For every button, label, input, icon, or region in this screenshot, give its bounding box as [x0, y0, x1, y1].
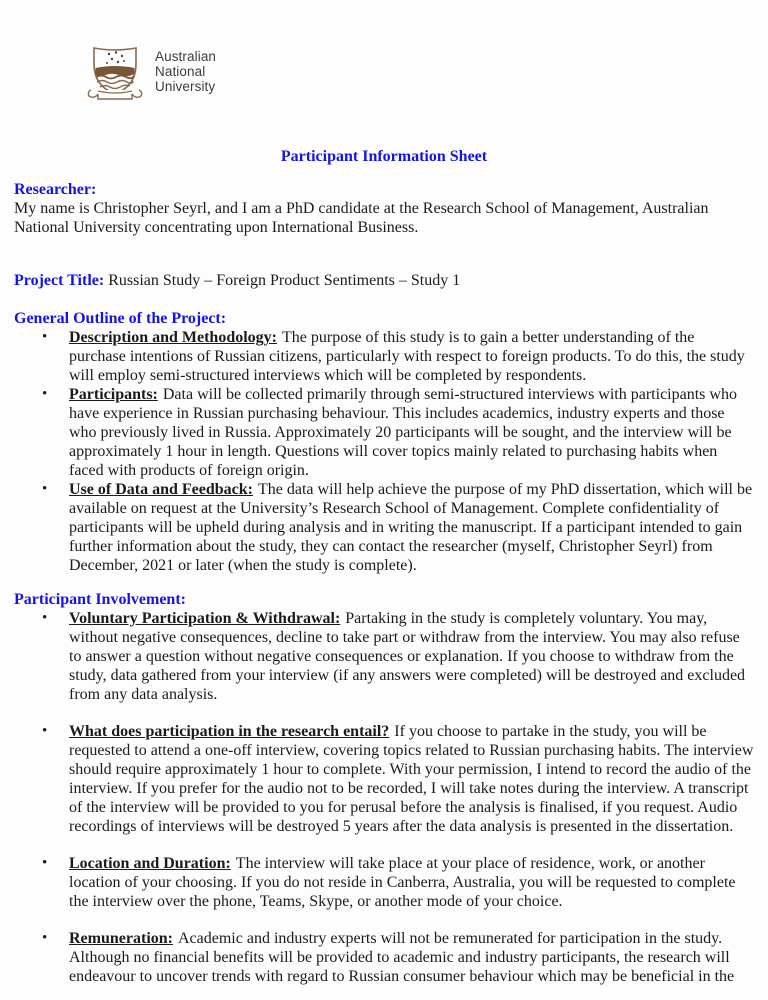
- logo-line-1: Australian: [155, 49, 217, 64]
- bullet-label: Description and Methodology:: [69, 329, 277, 346]
- bullet-label: Remuneration:: [69, 930, 173, 947]
- list-item-remuneration: [42, 929, 754, 986]
- bullet-body: Data will be collected primarily through semi-structured interviews with participants who have experience in Russian purchasing behaviour. This includes academics, industry experts and those who previously lived in Russia. Approximately 20 participants will be sought, and the interview will be approximately 1 hour in length. Questions will cover topics mainly related to purchasing habits when faced with products of foreign origin.: [69, 386, 737, 479]
- list-item-description-methodology: [42, 328, 754, 385]
- researcher-heading: Researcher:: [14, 181, 97, 198]
- logo-line-3: University: [155, 79, 216, 94]
- bullet-paragraph: [56, 385, 754, 480]
- bullet-icon: •: [42, 610, 48, 626]
- anu-logo: [85, 44, 754, 102]
- bullet-paragraph: [56, 929, 754, 986]
- bullet-icon: •: [42, 723, 48, 739]
- anu-logo-text: [155, 44, 216, 94]
- bullet-icon: •: [42, 329, 48, 345]
- document-title: Participant Information Sheet: [280, 148, 488, 165]
- bullet-label: Voluntary Participation & Withdrawal:: [69, 610, 341, 627]
- list-item-participants: [42, 385, 754, 480]
- bullet-body: The data will help achieve the purpose of my PhD dissertation, which will be available on request at the University’s Research School of Management. Complete confidentiality of participants will be upheld during analysis and in writing the manuscript. If a participant intended to gain further information about the study, they can contact the researcher (myself, Christopher Seyrl) from December, 2021 or later (when the study is complete).: [69, 481, 753, 574]
- researcher-paragraph: My name is Christopher Seyrl, and I am a PhD candidate at the Research School of Management, Australian National University concentrating upon International Business.: [14, 200, 709, 236]
- bullet-label: Participants:: [69, 386, 158, 403]
- bullet-label: What does participation in the research entail?: [69, 723, 390, 740]
- bullet-icon: •: [42, 855, 48, 871]
- bullet-icon: •: [42, 481, 48, 497]
- bullet-body: Partaking in the study is completely voluntary. You may, without negative consequences, decline to take part or withdraw from the interview. You may also refuse to answer a question without negative consequences or explanation. If you choose to withdraw from the study, data gathered from your interview (if any answers were completed) will be destroyed and excluded from any data analysis.: [69, 610, 746, 703]
- bullet-body: If you choose to partake in the study, you will be requested to attend a one-off interview, covering topics related to Russian purchasing habits. The interview should require approximately 1 hour to complete. With your permission, I intend to record the audio of the interview. If you prefer for the audio not to be recorded, I will take notes during the interview. A transcript of the interview will be provided to you for perusal before the analysis is finalised, if you request. Audio recordings of interviews will be destroyed 5 years after the data analysis is presented in the dissertation.: [69, 723, 754, 835]
- section-heading-general-outline: General Outline of the Project:: [14, 310, 227, 327]
- bullet-paragraph: [56, 854, 754, 911]
- bullet-paragraph: [56, 609, 754, 704]
- list-item-participation-entail: [42, 722, 754, 836]
- section-heading-participant-involvement: Participant Involvement:: [14, 591, 186, 608]
- bullet-body: Academic and industry experts will not be remunerated for participation in the study. Although no financial benefits will be provided to academic and industry participants, the research will endeavour to uncover trends with regard to Russian consumer behaviour which may be beneficial in the: [69, 930, 735, 985]
- bullet-label: Location and Duration:: [69, 855, 231, 872]
- bullet-label: Use of Data and Feedback:: [69, 481, 253, 498]
- list-item-location-duration: [42, 854, 754, 911]
- bullet-paragraph: [56, 722, 754, 836]
- project-title-label: Project Title:: [14, 272, 105, 289]
- bullet-icon: •: [42, 386, 48, 402]
- anu-crest-icon: [85, 44, 145, 102]
- bullet-paragraph: [56, 480, 754, 575]
- list-item-use-of-data: [42, 480, 754, 575]
- project-title-value: Russian Study – Foreign Product Sentiments – Study 1: [108, 272, 461, 289]
- project-title-line: [14, 271, 754, 290]
- bullet-paragraph: [56, 328, 754, 385]
- bullet-body: The interview will take place at your place of residence, work, or another location of your choosing. If you do not reside in Canberra, Australia, you will be requested to complete the interview over the phone, Teams, Skype, or another mode of your choice.: [69, 855, 736, 910]
- bullet-body: The purpose of this study is to gain a better understanding of the purchase intentions of Russian citizens, particularly with respect to foreign products. To do this, the study will employ semi-structured interviews which will be completed by respondents.: [69, 329, 745, 384]
- bullet-icon: •: [42, 930, 48, 946]
- list-item-voluntary-participation: [42, 609, 754, 704]
- logo-line-2: National: [155, 64, 206, 79]
